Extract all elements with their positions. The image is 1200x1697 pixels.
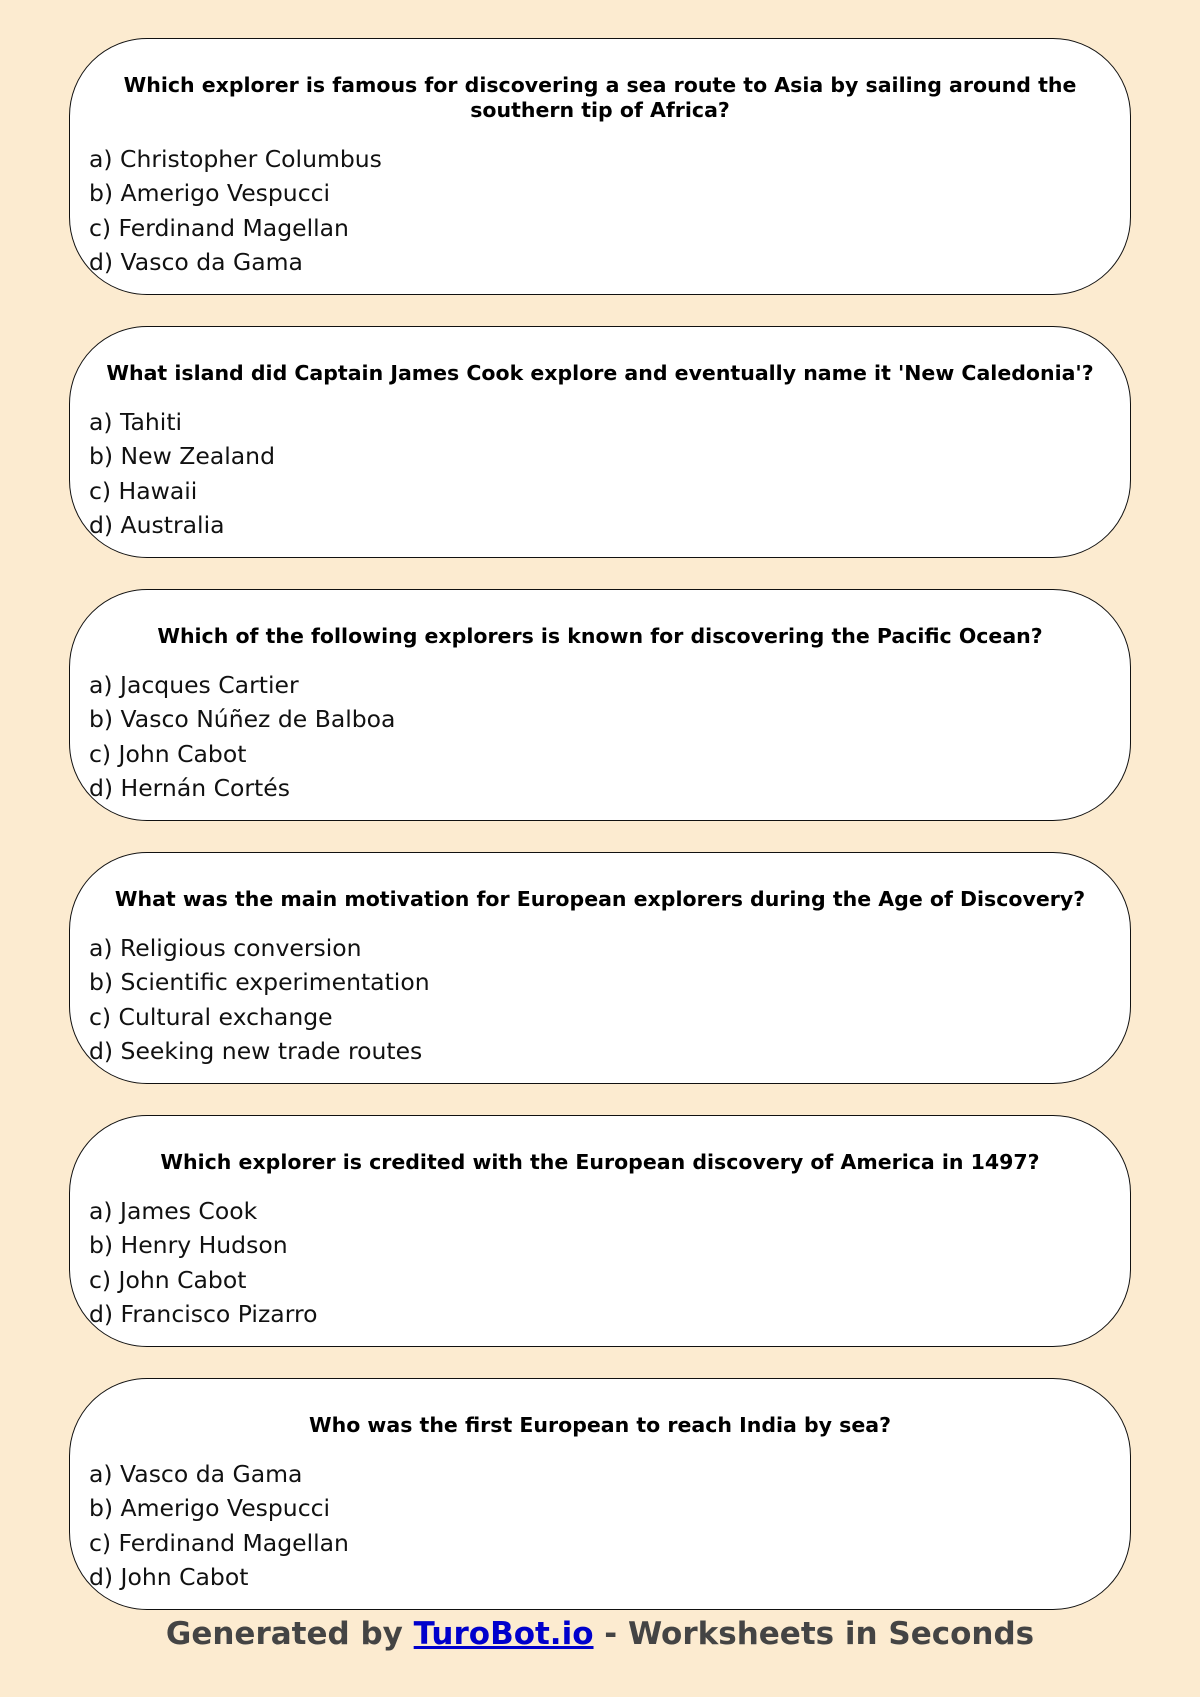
question-text: Which explorer is famous for discovering a sea route to Asia by sailing around the southern tip of Africa? xyxy=(123,73,1077,122)
footer xyxy=(0,1616,1200,1652)
question-text: Who was the first European to reach India by sea? xyxy=(309,1413,891,1437)
answer-option-d: d) Vasco da Gama xyxy=(89,247,303,276)
question-text: What was the main motivation for European explorers during the Age of Discovery? xyxy=(114,887,1086,911)
answer-option-d: d) Australia xyxy=(89,510,225,539)
question-text: What island did Captain James Cook explore and eventually name it 'New Caledonia'? xyxy=(106,361,1094,385)
answer-option-d: d) Hernán Cortés xyxy=(89,773,290,802)
answer-option-d: d) Francisco Pizarro xyxy=(89,1299,318,1328)
answer-option-c: c) Ferdinand Magellan xyxy=(89,1528,349,1557)
answer-option-c: c) Ferdinand Magellan xyxy=(89,213,349,242)
answer-option-b: b) Henry Hudson xyxy=(89,1231,288,1260)
question-card-4 xyxy=(69,852,1131,1084)
answer-option-b: b) Scientific experimentation xyxy=(89,968,430,997)
answer-options xyxy=(70,1457,1130,1594)
answer-option-a: a) Christopher Columbus xyxy=(89,145,382,173)
answer-option-d: d) Seeking new trade routes xyxy=(89,1036,423,1065)
answer-option-a: a) Tahiti xyxy=(89,408,183,436)
answer-option-a: a) Vasco da Gama xyxy=(89,1460,303,1488)
question-card-5 xyxy=(69,1115,1131,1347)
answer-options xyxy=(70,405,1130,542)
answer-option-a: a) Religious conversion xyxy=(89,934,362,962)
answer-option-b: b) New Zealand xyxy=(89,442,275,471)
answer-option-b: b) Amerigo Vespucci xyxy=(89,179,331,208)
answer-option-b: b) Amerigo Vespucci xyxy=(89,1494,331,1523)
answer-options xyxy=(70,931,1130,1068)
answer-option-c: c) Cultural exchange xyxy=(89,1002,333,1031)
answer-options xyxy=(70,142,1130,279)
answer-options xyxy=(70,1194,1130,1331)
answer-options xyxy=(70,668,1130,805)
answer-option-c: c) John Cabot xyxy=(89,1265,247,1294)
question-card-6 xyxy=(69,1378,1131,1610)
question-text: Which explorer is credited with the European discovery of America in 1497? xyxy=(160,1150,1040,1174)
question-card-2 xyxy=(69,326,1131,558)
answer-option-c: c) Hawaii xyxy=(89,476,198,505)
footer-suffix: - Worksheets in Seconds xyxy=(593,1616,1035,1652)
answer-option-c: c) John Cabot xyxy=(89,739,247,768)
answer-option-a: a) James Cook xyxy=(89,1197,258,1225)
answer-option-d: d) John Cabot xyxy=(89,1562,249,1591)
question-text: Which of the following explorers is known for discovering the Pacific Ocean? xyxy=(157,624,1043,648)
question-card-1 xyxy=(69,38,1131,295)
question-card-3 xyxy=(69,589,1131,821)
answer-option-b: b) Vasco Núñez de Balboa xyxy=(89,705,396,734)
footer-prefix: Generated by xyxy=(165,1616,414,1652)
answer-option-a: a) Jacques Cartier xyxy=(89,671,299,699)
turobot-link[interactable]: TuroBot.io xyxy=(413,1616,594,1652)
